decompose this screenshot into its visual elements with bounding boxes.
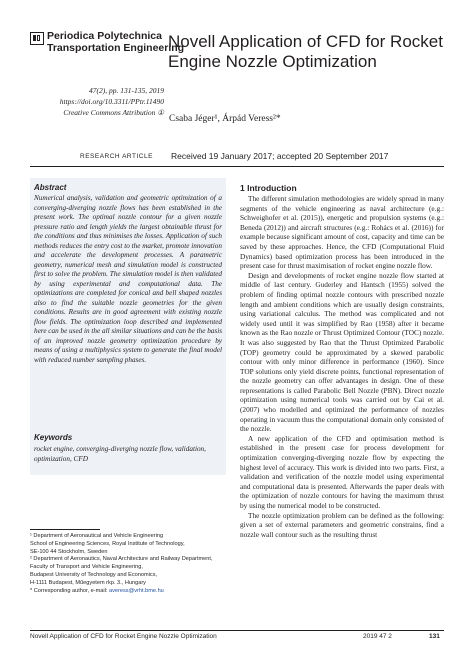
article-title-line2: Engine Nozzle Optimization bbox=[168, 52, 377, 71]
affiliation-divider bbox=[30, 529, 100, 530]
intro-paragraph-4: The nozzle optimization problem can be defined as the following: given a set of external parameters and geometric constrains, find a nozzle wall contour such as the resulting thrust bbox=[240, 510, 444, 539]
affiliation-1-line1: ¹ Department of Aeronautical and Vehicle Engineering bbox=[30, 533, 164, 539]
affiliation-1-line3: SE-100 44 Stockholm, Sweden bbox=[30, 548, 108, 555]
page-number: 131 bbox=[429, 633, 440, 640]
authors: Csaba Jéger¹, Árpád Veress²* bbox=[169, 114, 281, 124]
article-title-line1: Novell Application of CFD for Rocket bbox=[168, 32, 443, 51]
journal-logo-icon bbox=[30, 32, 44, 45]
journal-name-line1: Periodica Polytechnica bbox=[47, 30, 162, 42]
received-dates: Received 19 January 2017; accepted 20 September 2017 bbox=[171, 151, 389, 161]
introduction-body bbox=[240, 194, 444, 539]
volume-info: 47(2), pp. 131-135, 2019 bbox=[89, 86, 164, 95]
abstract-text: Numerical analysis, validation and geometric optimization of a converging-diverging nozzle flows has been established in the present work. The optimal nozzle contour for a given nozzle pressure ratio and length yields the largest obtainable thrust for the conditions and thus minimises the losses. Application of such methods reduces the entry cost to the market, promote innovation and accelerate the development processes. A parametric geometry, numerical mesh and simulation model is constructed first to solve the problem. The simulation model is then validated by using experimental and computational data. The optimizations are completed for conical and bell shaped nozzles also to find the suitable nozzle geometries for the given conditions. Results are in good agreement with existing nozzle flow fields. The optimization loop described and implemented here can be used in the all similar situations and can be the basis of an improved nozzle geometry optimization procedure by means of using a multiphysics system to generate the final model with reduced number sampling phases. bbox=[34, 194, 222, 364]
article-title bbox=[168, 32, 443, 72]
introduction-heading: 1 Introduction bbox=[240, 183, 297, 193]
doi-link[interactable]: https://doi.org/10.3311/PPtr.11490 bbox=[59, 97, 164, 106]
corresponding-label: * Corresponding author, e-mail: bbox=[30, 587, 109, 594]
footer-volume: 2019 47 2 bbox=[363, 633, 392, 640]
journal-name bbox=[47, 30, 184, 54]
affiliation-1-line2: School of Engineering Sciences, Royal Institute of Technology, bbox=[30, 540, 185, 547]
keywords-text: rocket engine, converging-diverging nozzle flow, validation, optimization, CFD bbox=[34, 445, 206, 463]
affiliation-2-line3: Budapest University of Technology and Economics, bbox=[30, 571, 158, 578]
corresponding-email-link[interactable]: averess@vrht.bme.hu bbox=[108, 587, 164, 594]
license-info: Creative Commons Attribution ① bbox=[63, 108, 164, 117]
affiliation-2-line1: ² Department of Aeronautics, Naval Architecture and Railway Department, bbox=[30, 556, 213, 563]
intro-paragraph-3: A new application of the CFD and optimisation method is established in the present case for process development for optimization converging-diverging nozzle flow by expecting the highest level of accuracy. This work is divided into two parts. First, a validation and verification of the nozzle model using experimental and computational data is presented. Afterwards the paper deals with the optimization of nozzle contours for having the maximum thrust by using the numerical model to be constructed. bbox=[240, 433, 444, 510]
keywords-heading: Keywords bbox=[34, 433, 73, 442]
header-divider bbox=[30, 166, 444, 167]
footer-title: Novell Application of CFD for Rocket Engine Nozzle Optimization bbox=[30, 633, 217, 640]
abstract-heading: Abstract bbox=[34, 183, 67, 192]
affiliations bbox=[30, 533, 230, 595]
article-type: RESEARCH ARTICLE bbox=[80, 153, 153, 160]
footer-divider bbox=[30, 630, 444, 631]
affiliation-2-line4: H-1111 Budapest, Műegyetem rkp. 3., Hungary bbox=[30, 579, 146, 586]
intro-paragraph-1: The different simulation methodologies are widely spread in many segments of the vehicle engineering as naval architecture (e.g.: Schweighofer et al. (2015)), energetic and propulsion systems (e.g.: Beneda (2012)) and aircraft structures (e.g.: Rohács et al. (2016)) for example because significant amount of cost, capacity and time can be saved by these approaches. Hence, the CFD (Computational Fluid Dynamics) based optimization process has been introduced in the present case for thrust maximisation of rocket engine nozzle flow. bbox=[240, 194, 444, 271]
corresponding-author bbox=[30, 588, 230, 596]
intro-paragraph-2: Design and developments of rocket engine nozzle flow started at middle of last century. Guderley and Hantsch (1955) solved the problem of finding optimal nozzle contours with prescribed nozzle length and ambient conditions which are usually design constraints, using variational calculus. The method was complicated and not widely used until it was simplified by Rao (1958) after it became known as the Rao nozzle or Thrust Optimized Contour (TOC) nozzle. It was also suggested by Rao that the Thrust Optimized Parabolic (TOP) geometry could be approximated by a skewed parabolic contour with only minor difference in performance (1960). Since TOP solutions only yield discrete points, functional representation of the nozzle geometry can offer advantages in design. One of these representations is called Parabolic Bell Nozzle (PBN). Direct nozzle optimization using numerical tools was carried out by Cai et al. (2007) who modelled and optimized the performance of nozzles operating in vacuum thus the computational domain only consisted of the nozzle. bbox=[240, 270, 444, 434]
affiliation-2-line2: Faculty of Transport and Vehicle Engineering, bbox=[30, 564, 143, 571]
journal-name-line2: Transportation Engineering bbox=[47, 42, 185, 54]
